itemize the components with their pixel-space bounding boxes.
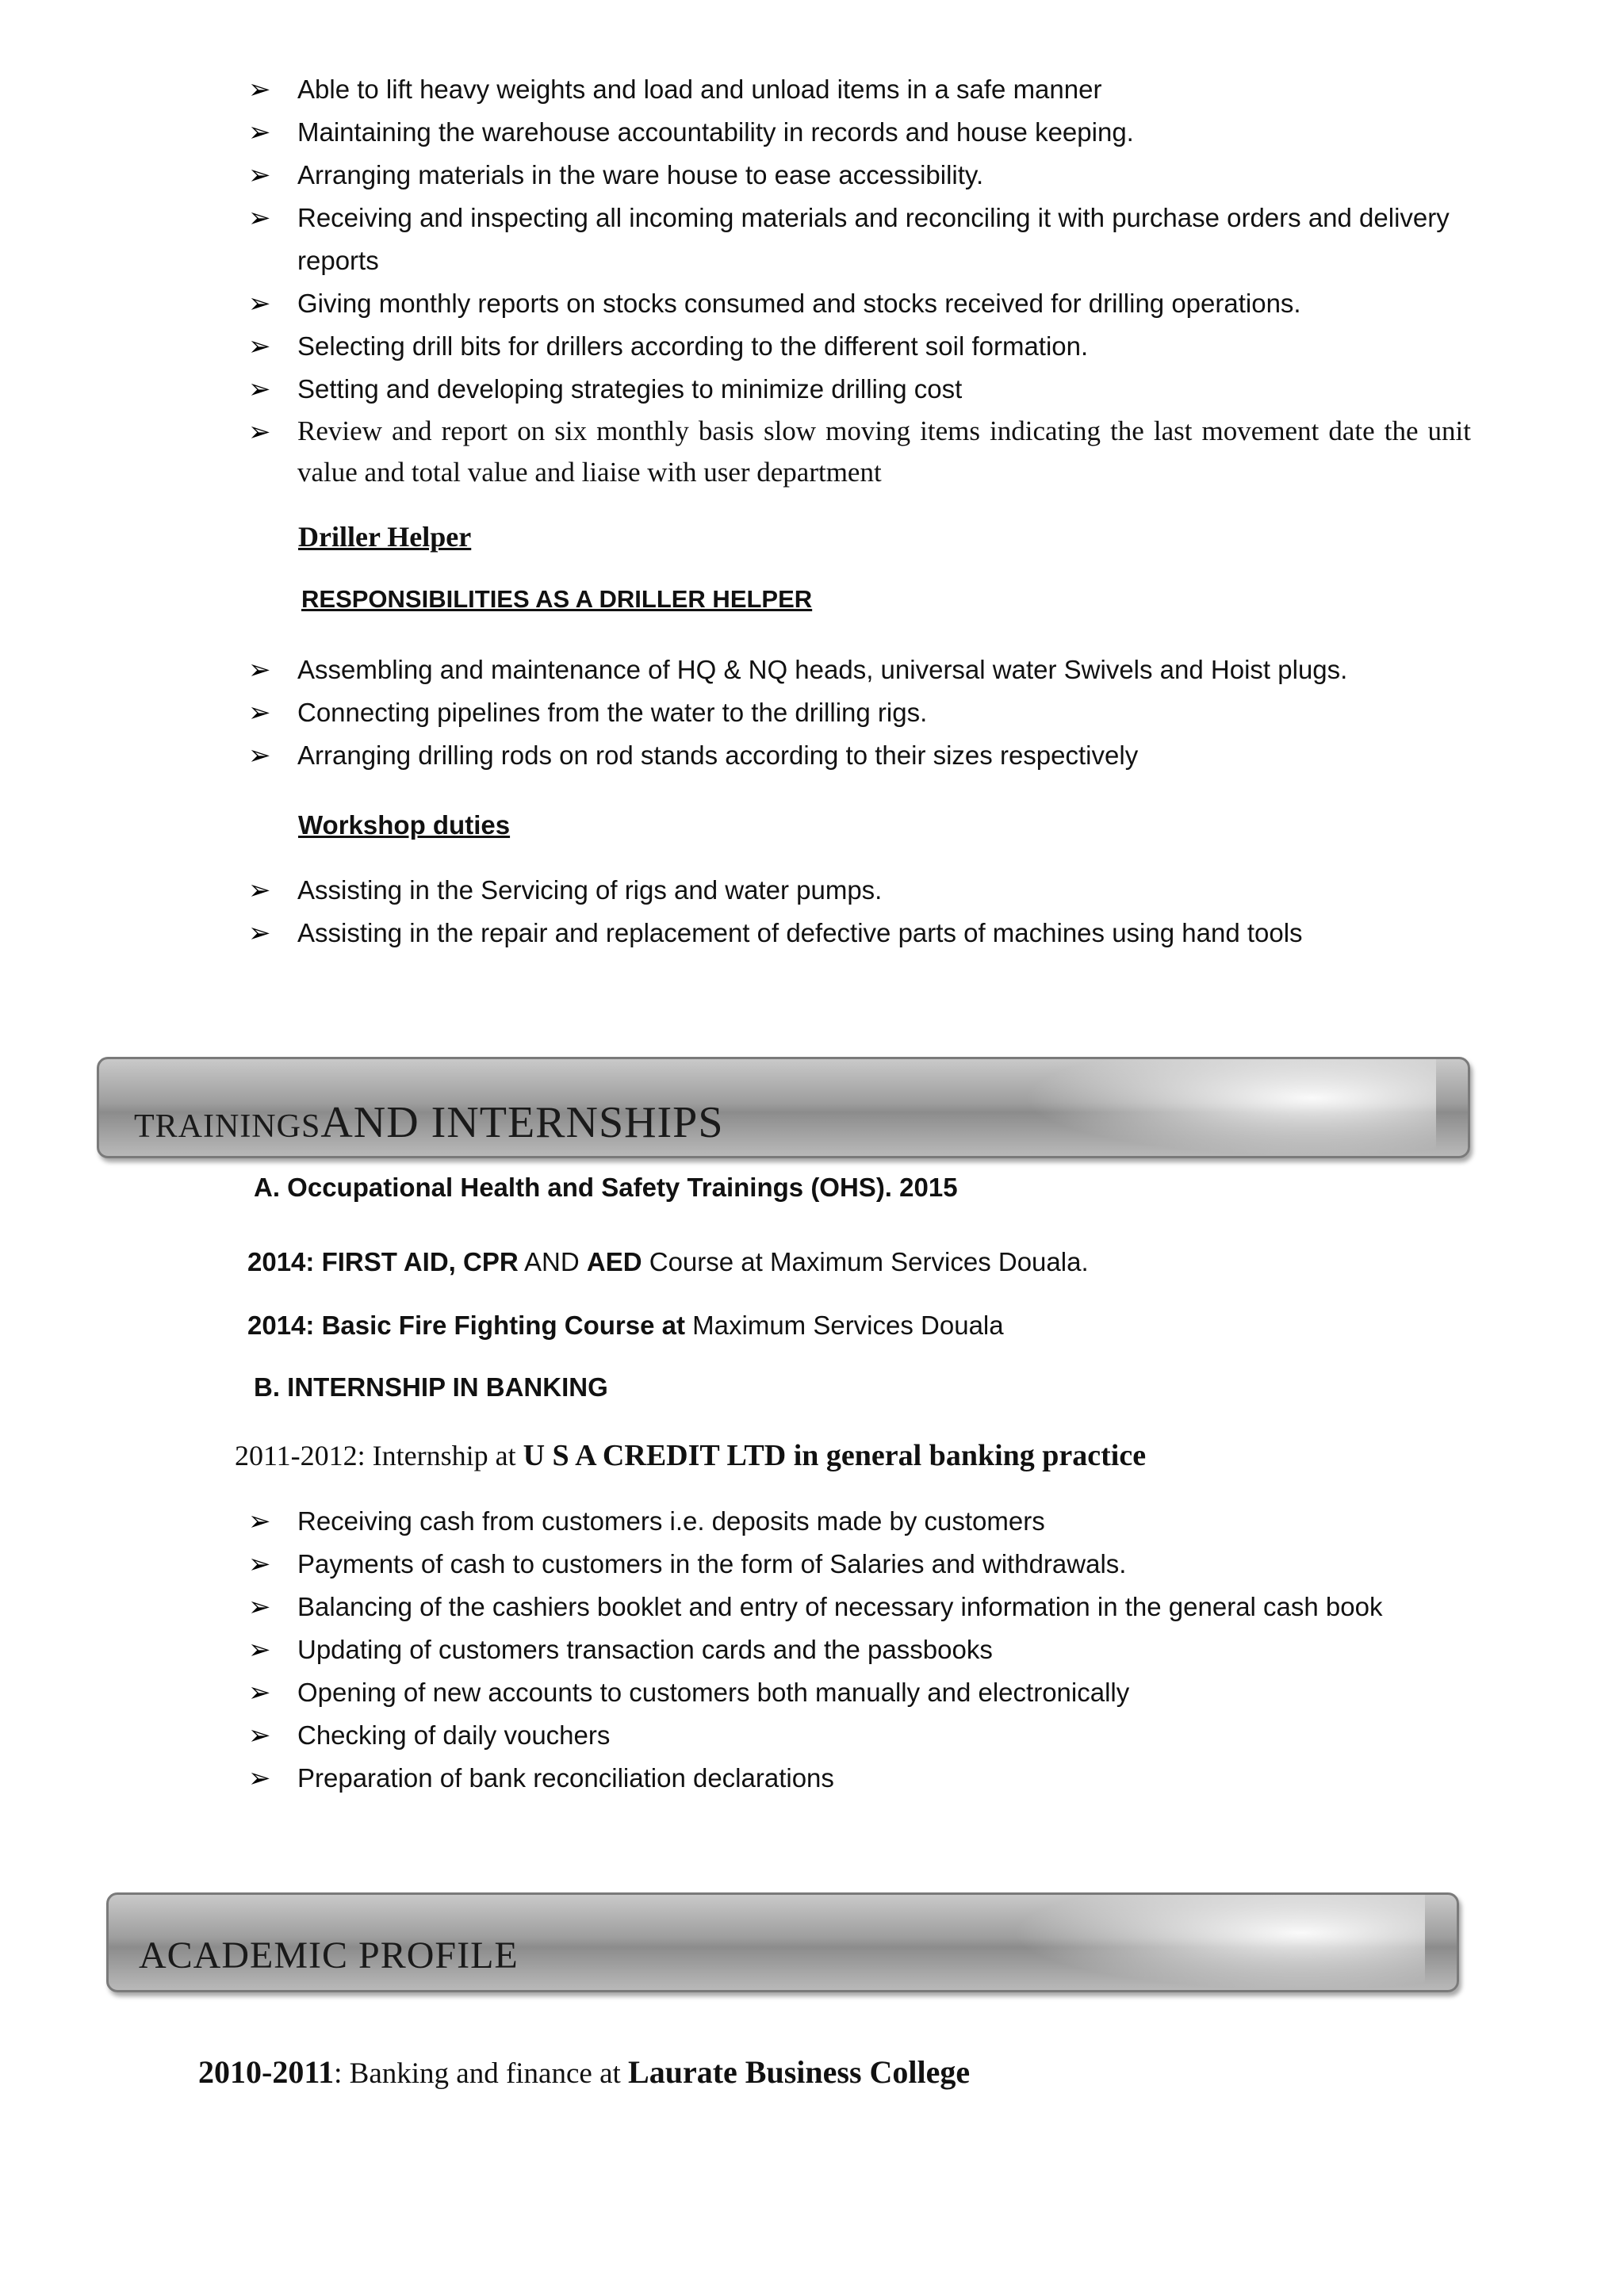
list-item: ➢ Assembling and maintenance of HQ & NQ heads, universal water Swivels and Hoist plugs. [250,649,1471,691]
fire-fighting-course-line: 2014: Basic Fire Fighting Course at Maximum Services Douala [247,1311,1004,1340]
ohs-training-heading: A. Occupational Health and Safety Trainings (OHS). 2015 [254,1173,958,1202]
list-item: ➢ Preparation of bank reconciliation declarations [250,1757,1471,1800]
list-item: ➢ Payments of cash to customers in the form of Salaries and withdrawals. [250,1543,1471,1586]
list-item: ➢ Assisting in the repair and replacement of defective parts of machines using hand tools [250,912,1471,955]
list-item: ➢ Selecting drill bits for drillers according to the different soil formation. [250,325,1471,368]
arrow-bullet-icon: ➢ [248,288,271,320]
driller-helper-title: Driller Helper [298,521,472,553]
arrow-bullet-icon: ➢ [248,1762,271,1794]
list-item: ➢ Setting and developing strategies to minimize drilling cost [250,368,1471,411]
list-item: ➢ Opening of new accounts to customers both manually and electronically [250,1671,1471,1714]
arrow-bullet-icon: ➢ [248,1720,271,1751]
internship-banking-heading: B. INTERNSHIP IN BANKING [254,1372,608,1402]
list-item: ➢ Arranging materials in the ware house to ease accessibility. [250,154,1471,197]
list-item: ➢ Maintaining the warehouse accountability in records and house keeping. [250,111,1471,154]
arrow-bullet-icon: ➢ [248,331,271,362]
arrow-bullet-icon: ➢ [248,917,271,949]
arrow-bullet-icon: ➢ [248,159,271,191]
list-item: ➢ Updating of customers transaction cards and the passbooks [250,1628,1471,1671]
workshop-duties-heading: Workshop duties [298,810,511,840]
driller-responsibilities-heading: RESPONSIBILITIES AS A DRILLER HELPER [301,585,813,613]
arrow-bullet-icon: ➢ [248,1677,271,1709]
arrow-bullet-icon: ➢ [248,416,271,448]
workshop-duties-list [250,869,1471,955]
arrow-bullet-icon: ➢ [248,117,271,148]
academic-section-banner [106,1892,1459,1992]
first-aid-course-line: 2014: FIRST AID, CPR AND AED Course at Maximum Services Douala. [247,1247,1089,1276]
list-item: ➢ Checking of daily vouchers [250,1714,1471,1757]
list-item: ➢ Receiving cash from customers i.e. deposits made by customers [250,1500,1471,1543]
arrow-bullet-icon: ➢ [248,697,271,729]
trainings-section-banner [97,1057,1470,1158]
arrow-bullet-icon: ➢ [248,373,271,405]
list-item: ➢ Connecting pipelines from the water to the drilling rigs. [250,691,1471,734]
list-item: ➢ Assisting in the Servicing of rigs and water pumps. [250,869,1471,912]
list-item: ➢ Balancing of the cashiers booklet and entry of necessary information in the general cash book [250,1586,1471,1628]
internship-line: 2011-2012: Internship at U S A CREDIT LTD in general banking practice [235,1439,1147,1472]
arrow-bullet-icon: ➢ [248,74,271,105]
list-item: ➢ Giving monthly reports on stocks consumed and stocks received for drilling operations. [250,282,1471,325]
trainings-banner-title: TRAININGSAND INTERNSHIPS [134,1098,724,1147]
arrow-bullet-icon: ➢ [248,1548,271,1580]
list-item: ➢ Receiving and inspecting all incoming materials and reconciling it with purchase orders and delivery reports [250,197,1471,282]
academic-entry: 2010-2011: Banking and finance at Laurate Business College [198,2054,971,2090]
banking-duties-list [250,1500,1471,1800]
arrow-bullet-icon: ➢ [248,740,271,771]
arrow-bullet-icon: ➢ [248,1591,271,1623]
arrow-bullet-icon: ➢ [248,1634,271,1666]
list-item: ➢ Review and report on six monthly basis slow moving items indicating the last movement date the unit value and total value and liaise with user department [250,411,1471,493]
warehouse-duties-list [250,68,1471,493]
arrow-bullet-icon: ➢ [248,1506,271,1537]
academic-banner-title: ACADEMIC PROFILE [139,1934,519,1976]
arrow-bullet-icon: ➢ [248,874,271,906]
arrow-bullet-icon: ➢ [248,202,271,234]
driller-duties-list [250,649,1471,777]
list-item: ➢ Arranging drilling rods on rod stands according to their sizes respectively [250,734,1471,777]
list-item: ➢ Able to lift heavy weights and load and unload items in a safe manner [250,68,1471,111]
arrow-bullet-icon: ➢ [248,654,271,686]
